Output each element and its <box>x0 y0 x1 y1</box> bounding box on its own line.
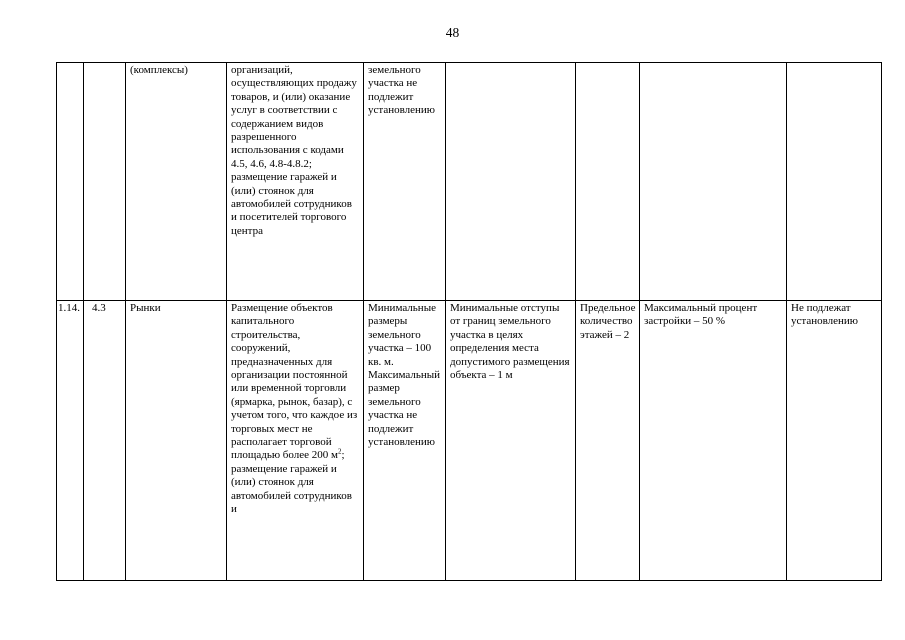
cell-number <box>57 63 84 301</box>
cell-setbacks <box>446 63 576 301</box>
page-number: 48 <box>445 25 460 40</box>
cell-code <box>84 63 126 301</box>
cell-use-name: (комплексы) <box>126 63 227 301</box>
table-row <box>57 301 882 581</box>
cell-floors <box>576 63 640 301</box>
cell-code: 4.3 <box>84 301 126 581</box>
cell-plot-size: Минимальные размеры земельного участка – 100 кв. м. Максимальный размер земельного участка не подлежит установлению <box>364 301 446 581</box>
cell-floors: Предельное количество этажей – 2 <box>576 301 640 581</box>
cell-coverage <box>640 63 787 301</box>
cell-plot-size: земельного участка не подлежит установлению <box>364 63 446 301</box>
cell-use-description: организаций, осуществляющих продажу товаров, и (или) оказание услуг в соответствии с содержанием видов разрешенного использования с кодами 4.5, 4.6, 4.8-4.8.2; размещение гаражей и (или) стоянок для автомобилей сотрудников и посетителей торгового центра <box>227 63 364 301</box>
cell-number: 1.14. <box>57 301 84 581</box>
cell-setbacks: Минимальные отступы от границ земельного участка в целях определения места допустимого размещения объекта – 1 м <box>446 301 576 581</box>
cell-use-description: Размещение объектов капитального строительства, сооружений, предназначенных для организации постоянной или временной торговли (ярмарка, рынок, базар), с учетом того, что каждое из торговых мест не располагает торговой площадью более 200 $м^2$; размещение гаражей и (или) стоянок для автомобилей сотрудников и <box>227 301 364 581</box>
cell-other <box>787 63 882 301</box>
cell-use-name: Рынки <box>126 301 227 581</box>
cell-other: Не подлежат установлению <box>787 301 882 581</box>
cell-coverage: Максимальный процент застройки – 50 % <box>640 301 787 581</box>
regulations-table <box>56 62 882 581</box>
superscript-2: 2 <box>337 447 342 456</box>
table-row <box>57 63 882 301</box>
